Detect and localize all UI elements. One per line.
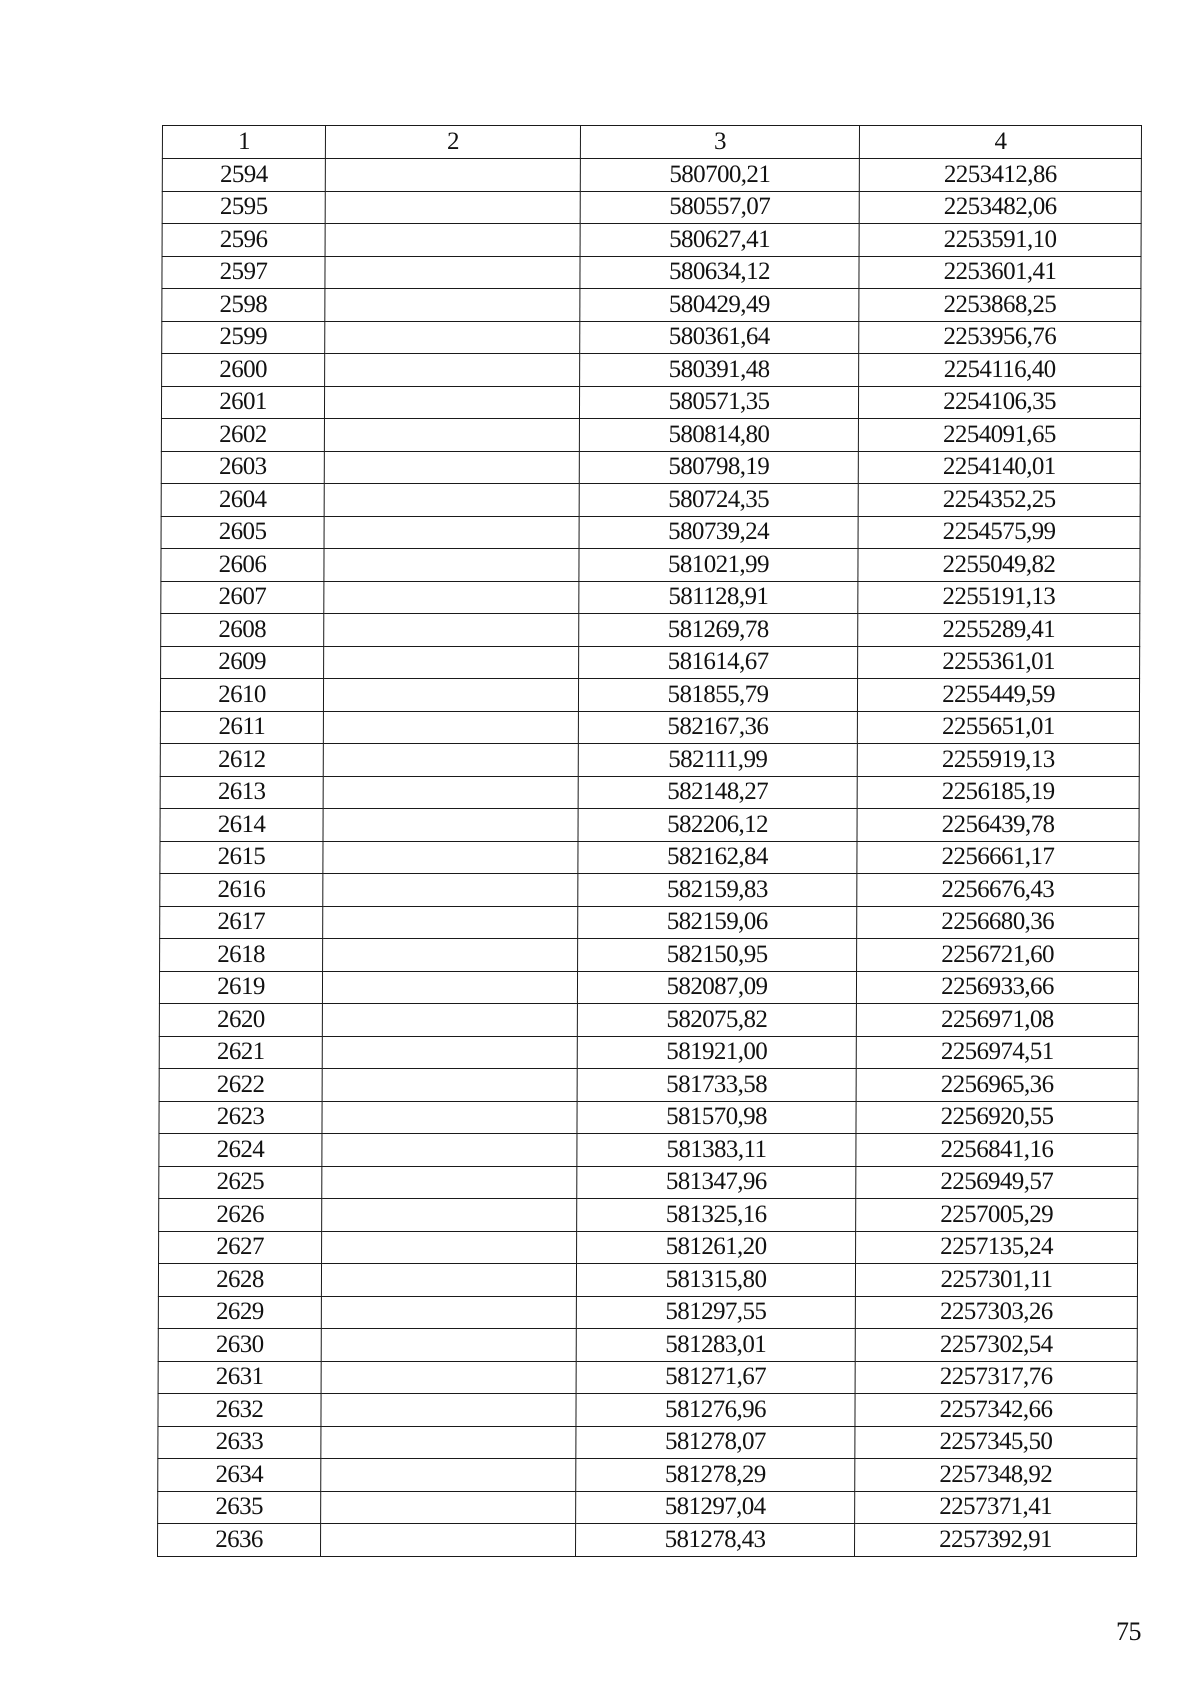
y-coordinate-cell: 2253868,25: [859, 289, 1141, 322]
table-row: [159, 1231, 1138, 1264]
name-cell: [322, 1101, 577, 1134]
header-col-3: 3: [580, 126, 859, 159]
table-body: [158, 159, 1142, 1557]
table-row: [159, 1069, 1138, 1102]
y-coordinate-cell: 2255919,13: [857, 744, 1139, 777]
y-coordinate-cell: 2257342,66: [855, 1394, 1137, 1427]
y-coordinate-cell: 2256721,60: [857, 939, 1139, 972]
point-number-cell: 2618: [160, 939, 323, 972]
name-cell: [322, 1199, 577, 1232]
point-number-cell: 2598: [162, 289, 325, 322]
name-cell: [323, 711, 578, 744]
name-cell: [321, 1491, 576, 1524]
x-coordinate-cell: 581278,07: [576, 1426, 855, 1459]
table-row: [158, 1491, 1137, 1524]
y-coordinate-cell: 2257371,41: [855, 1491, 1137, 1524]
x-coordinate-cell: 582159,06: [578, 906, 857, 939]
table-row: [158, 1264, 1137, 1297]
name-cell: [322, 971, 577, 1004]
point-number-cell: 2615: [160, 841, 323, 874]
x-coordinate-cell: 580571,35: [579, 386, 858, 419]
point-number-cell: 2612: [160, 744, 323, 777]
x-coordinate-cell: 581278,29: [576, 1459, 855, 1492]
table-row: [159, 1101, 1138, 1134]
x-coordinate-cell: 580429,49: [580, 289, 859, 322]
point-number-cell: 2621: [159, 1036, 322, 1069]
x-coordinate-cell: 581733,58: [577, 1069, 856, 1102]
table-row: [162, 159, 1141, 192]
point-number-cell: 2604: [161, 484, 324, 517]
x-coordinate-cell: 582087,09: [577, 971, 856, 1004]
y-coordinate-cell: 2254116,40: [859, 354, 1141, 387]
x-coordinate-cell: 582162,84: [578, 841, 857, 874]
x-coordinate-cell: 580627,41: [580, 224, 859, 257]
table-row: [160, 874, 1139, 907]
point-number-cell: 2609: [161, 646, 324, 679]
x-coordinate-cell: 581855,79: [578, 679, 857, 712]
y-coordinate-cell: 2254140,01: [858, 451, 1140, 484]
table-row: [158, 1329, 1137, 1362]
y-coordinate-cell: 2253591,10: [859, 224, 1141, 257]
name-cell: [325, 191, 580, 224]
table-row: [160, 679, 1139, 712]
table-row: [158, 1426, 1137, 1459]
table-row: [161, 451, 1140, 484]
point-number-cell: 2608: [161, 614, 324, 647]
name-cell: [323, 939, 578, 972]
name-cell: [322, 1004, 577, 1037]
x-coordinate-cell: 581921,00: [577, 1036, 856, 1069]
table-row: [160, 841, 1139, 874]
name-cell: [324, 516, 579, 549]
table-row: [161, 581, 1140, 614]
name-cell: [324, 386, 579, 419]
y-coordinate-cell: 2256933,66: [856, 971, 1138, 1004]
point-number-cell: 2624: [159, 1134, 322, 1167]
point-number-cell: 2606: [161, 549, 324, 582]
y-coordinate-cell: 2253412,86: [859, 159, 1141, 192]
table-row: [160, 906, 1139, 939]
table-row: [162, 224, 1141, 257]
y-coordinate-cell: 2257317,76: [855, 1361, 1137, 1394]
point-number-cell: 2630: [158, 1329, 321, 1362]
x-coordinate-cell: 581269,78: [579, 614, 858, 647]
x-coordinate-cell: 580724,35: [579, 484, 858, 517]
y-coordinate-cell: 2255449,59: [857, 679, 1139, 712]
name-cell: [324, 451, 579, 484]
table-row: [159, 1004, 1138, 1037]
name-cell: [325, 289, 580, 322]
table-row: [158, 1296, 1137, 1329]
table-row: [159, 1036, 1138, 1069]
header-col-1: 1: [162, 126, 325, 159]
point-number-cell: 2617: [160, 906, 323, 939]
name-cell: [323, 841, 578, 874]
y-coordinate-cell: 2257301,11: [855, 1264, 1137, 1297]
name-cell: [321, 1459, 576, 1492]
name-cell: [321, 1524, 576, 1557]
y-coordinate-cell: 2254091,65: [858, 419, 1140, 452]
point-number-cell: 2623: [159, 1101, 322, 1134]
point-number-cell: 2597: [162, 256, 325, 289]
x-coordinate-cell: 580391,48: [580, 354, 859, 387]
point-number-cell: 2613: [160, 776, 323, 809]
x-coordinate-cell: 581261,20: [577, 1231, 856, 1264]
table-row: [158, 1361, 1137, 1394]
point-number-cell: 2620: [159, 1004, 322, 1037]
name-cell: [321, 1394, 576, 1427]
name-cell: [322, 1069, 577, 1102]
name-cell: [321, 1329, 576, 1362]
y-coordinate-cell: 2256661,17: [857, 841, 1139, 874]
y-coordinate-cell: 2255191,13: [858, 581, 1140, 614]
y-coordinate-cell: 2256949,57: [856, 1166, 1138, 1199]
x-coordinate-cell: 581283,01: [576, 1329, 855, 1362]
x-coordinate-cell: 581383,11: [577, 1134, 856, 1167]
table-row: [158, 1459, 1137, 1492]
x-coordinate-cell: 581325,16: [577, 1199, 856, 1232]
point-number-cell: 2602: [161, 419, 324, 452]
x-coordinate-cell: 581315,80: [576, 1264, 855, 1297]
point-number-cell: 2599: [162, 321, 325, 354]
name-cell: [322, 1231, 577, 1264]
table-row: [160, 711, 1139, 744]
y-coordinate-cell: 2254106,35: [858, 386, 1140, 419]
x-coordinate-cell: 580814,80: [579, 419, 858, 452]
point-number-cell: 2622: [159, 1069, 322, 1102]
name-cell: [324, 419, 579, 452]
name-cell: [324, 549, 579, 582]
x-coordinate-cell: 580739,24: [579, 516, 858, 549]
x-coordinate-cell: 580634,12: [580, 256, 859, 289]
table-row: [162, 191, 1141, 224]
y-coordinate-cell: 2253601,41: [859, 256, 1141, 289]
y-coordinate-cell: 2256920,55: [856, 1101, 1138, 1134]
y-coordinate-cell: 2257348,92: [855, 1459, 1137, 1492]
header-row: [162, 126, 1141, 159]
y-coordinate-cell: 2253956,76: [859, 321, 1141, 354]
y-coordinate-cell: 2256974,51: [856, 1036, 1138, 1069]
name-cell: [323, 776, 578, 809]
y-coordinate-cell: 2257302,54: [855, 1329, 1137, 1362]
point-number-cell: 2614: [160, 809, 323, 842]
table-row: [161, 646, 1140, 679]
table-row: [162, 321, 1141, 354]
header-col-4: 4: [859, 126, 1141, 159]
y-coordinate-cell: 2255651,01: [857, 711, 1139, 744]
name-cell: [321, 1361, 576, 1394]
x-coordinate-cell: 582159,83: [578, 874, 857, 907]
point-number-cell: 2634: [158, 1459, 321, 1492]
point-number-cell: 2605: [161, 516, 324, 549]
y-coordinate-cell: 2257392,91: [855, 1524, 1137, 1557]
x-coordinate-cell: 581276,96: [576, 1394, 855, 1427]
table-row: [161, 549, 1140, 582]
point-number-cell: 2629: [158, 1296, 321, 1329]
point-number-cell: 2611: [160, 711, 323, 744]
x-coordinate-cell: 580700,21: [580, 159, 859, 192]
y-coordinate-cell: 2256841,16: [856, 1134, 1138, 1167]
name-cell: [323, 744, 578, 777]
x-coordinate-cell: 581021,99: [579, 549, 858, 582]
x-coordinate-cell: 580557,07: [580, 191, 859, 224]
y-coordinate-cell: 2256965,36: [856, 1069, 1138, 1102]
y-coordinate-cell: 2255361,01: [858, 646, 1140, 679]
x-coordinate-cell: 582206,12: [578, 809, 857, 842]
x-coordinate-cell: 581297,04: [576, 1491, 855, 1524]
point-number-cell: 2632: [158, 1394, 321, 1427]
point-number-cell: 2601: [161, 386, 324, 419]
point-number-cell: 2635: [158, 1491, 321, 1524]
y-coordinate-cell: 2257005,29: [856, 1199, 1138, 1232]
y-coordinate-cell: 2256676,43: [857, 874, 1139, 907]
y-coordinate-cell: 2256680,36: [857, 906, 1139, 939]
name-cell: [325, 321, 580, 354]
name-cell: [324, 614, 579, 647]
y-coordinate-cell: 2256439,78: [857, 809, 1139, 842]
x-coordinate-cell: 582167,36: [578, 711, 857, 744]
name-cell: [323, 906, 578, 939]
table-row: [161, 386, 1140, 419]
point-number-cell: 2631: [158, 1361, 321, 1394]
name-cell: [325, 354, 580, 387]
name-cell: [323, 809, 578, 842]
x-coordinate-cell: 581297,55: [576, 1296, 855, 1329]
table-row: [159, 971, 1138, 1004]
name-cell: [322, 1134, 577, 1167]
y-coordinate-cell: 2257135,24: [856, 1231, 1138, 1264]
point-number-cell: 2616: [160, 874, 323, 907]
table-row: [161, 516, 1140, 549]
table-row: [159, 1166, 1138, 1199]
table-row: [161, 614, 1140, 647]
name-cell: [321, 1296, 576, 1329]
point-number-cell: 2596: [162, 224, 325, 257]
table-row: [160, 744, 1139, 777]
table-row: [159, 1199, 1138, 1232]
y-coordinate-cell: 2257345,50: [855, 1426, 1137, 1459]
name-cell: [322, 1166, 577, 1199]
table-row: [161, 484, 1140, 517]
name-cell: [322, 1036, 577, 1069]
table-row: [160, 776, 1139, 809]
x-coordinate-cell: 582150,95: [578, 939, 857, 972]
point-number-cell: 2628: [158, 1264, 321, 1297]
name-cell: [324, 646, 579, 679]
table-row: [158, 1394, 1137, 1427]
point-number-cell: 2610: [160, 679, 323, 712]
name-cell: [324, 581, 579, 614]
name-cell: [325, 256, 580, 289]
table-row: [158, 1524, 1137, 1557]
coordinates-table: [157, 125, 1142, 1557]
x-coordinate-cell: 580361,64: [580, 321, 859, 354]
name-cell: [323, 679, 578, 712]
point-number-cell: 2594: [162, 159, 325, 192]
header-col-2: 2: [325, 126, 580, 159]
y-coordinate-cell: 2255289,41: [858, 614, 1140, 647]
y-coordinate-cell: 2257303,26: [855, 1296, 1137, 1329]
y-coordinate-cell: 2254575,99: [858, 516, 1140, 549]
name-cell: [325, 159, 580, 192]
table-row: [162, 354, 1141, 387]
table-row: [162, 289, 1141, 322]
y-coordinate-cell: 2253482,06: [859, 191, 1141, 224]
x-coordinate-cell: 582148,27: [578, 776, 857, 809]
x-coordinate-cell: 582111,99: [578, 744, 857, 777]
point-number-cell: 2636: [158, 1524, 321, 1557]
table-row: [162, 256, 1141, 289]
x-coordinate-cell: 581347,96: [577, 1166, 856, 1199]
point-number-cell: 2600: [162, 354, 325, 387]
name-cell: [321, 1426, 576, 1459]
point-number-cell: 2627: [159, 1231, 322, 1264]
point-number-cell: 2619: [159, 971, 322, 1004]
y-coordinate-cell: 2256971,08: [856, 1004, 1138, 1037]
x-coordinate-cell: 581271,67: [576, 1361, 855, 1394]
table-row: [161, 419, 1140, 452]
x-coordinate-cell: 581570,98: [577, 1101, 856, 1134]
table-header: [162, 126, 1141, 159]
name-cell: [325, 224, 580, 257]
point-number-cell: 2625: [159, 1166, 322, 1199]
name-cell: [321, 1264, 576, 1297]
name-cell: [323, 874, 578, 907]
point-number-cell: 2603: [161, 451, 324, 484]
x-coordinate-cell: 582075,82: [577, 1004, 856, 1037]
name-cell: [324, 484, 579, 517]
y-coordinate-cell: 2254352,25: [858, 484, 1140, 517]
x-coordinate-cell: 581278,43: [576, 1524, 855, 1557]
x-coordinate-cell: 580798,19: [579, 451, 858, 484]
point-number-cell: 2626: [159, 1199, 322, 1232]
x-coordinate-cell: 581128,91: [579, 581, 858, 614]
point-number-cell: 2633: [158, 1426, 321, 1459]
point-number-cell: 2607: [161, 581, 324, 614]
y-coordinate-cell: 2256185,19: [857, 776, 1139, 809]
table-row: [160, 939, 1139, 972]
page-number: 75: [1116, 1617, 1141, 1646]
point-number-cell: 2595: [162, 191, 325, 224]
table-row: [160, 809, 1139, 842]
x-coordinate-cell: 581614,67: [579, 646, 858, 679]
y-coordinate-cell: 2255049,82: [858, 549, 1140, 582]
table-row: [159, 1134, 1138, 1167]
